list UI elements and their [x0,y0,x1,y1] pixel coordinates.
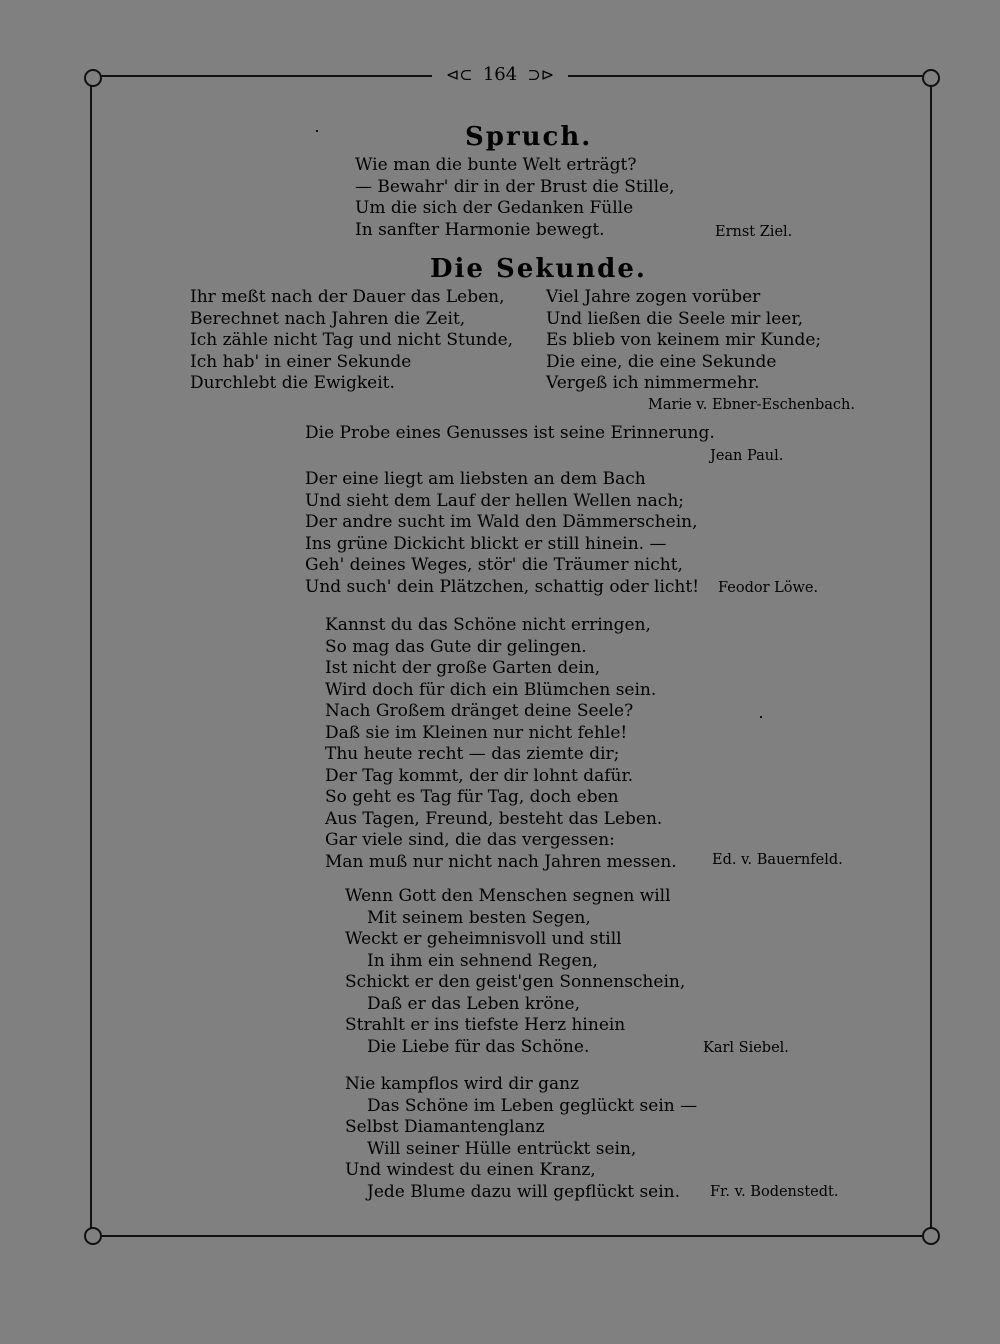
page-number: 164 [482,64,518,85]
author-spruch: Ernst Ziel. [715,224,793,240]
poem-line: Der eine liegt am liebsten an dem Bach [305,469,646,489]
poem-line: Und such' dein Plätzchen, schattig oder licht! [305,576,700,597]
poem-line: Es blieb von keinem mir Kunde; [546,330,822,350]
poem-line: Vergeß ich nimmermehr. [546,373,760,393]
poem-line: Berechnet nach Jahren die Zeit, [190,308,466,329]
scan-speck [316,130,318,132]
poem-line: Wie man die bunte Welt erträgt? [355,155,637,175]
poem-line: Jede Blume dazu will gepflückt sein. [367,1181,681,1202]
poem-title-spruch: Spruch. [465,122,593,152]
poem-spruch [355,155,674,241]
author-kampflos: Fr. v. Bodenstedt. [710,1184,839,1200]
frame-corner-ornament [84,1227,102,1245]
poem-line: Durchlebt die Ewigkeit. [190,373,395,393]
poem-line: Nach Großem dränget deine Seele? [325,701,634,721]
author-probe: Jean Paul. [710,448,784,464]
poem-line: Weckt er geheimnisvoll und still [345,929,622,949]
author-sekunde: Marie v. Ebner-Eschenbach. [648,397,855,413]
author-bach: Feodor Löwe. [718,580,819,596]
poem-kampflos [345,1074,697,1203]
poem-line: Kannst du das Schöne nicht erringen, [325,615,651,635]
poem-line: Schickt er den geist'gen Sonnenschein, [345,972,686,992]
poem-line: So geht es Tag für Tag, doch eben [325,787,619,807]
poem-line: Der Tag kommt, der dir lohnt dafür. [325,765,634,786]
quote-probe: Die Probe eines Genusses ist seine Erinnerung. [305,423,715,443]
poem-title-sekunde: Die Sekunde. [430,254,647,284]
frame-corner-ornament [922,1227,940,1245]
poem-line: Die Liebe für das Schöne. [367,1036,590,1057]
poem-line: Viel Jahre zogen vorüber [546,287,761,307]
poem-line: Wird doch für dich ein Blümchen sein. [325,679,657,700]
poem-schoene [325,615,677,873]
poem-line: Thu heute recht — das ziemte dir; [325,744,620,764]
left-scroll-ornament-icon: ⊲⊂ [445,65,483,84]
poem-sekunde-left [190,287,513,395]
poem-line: Wenn Gott den Menschen segnen will [345,886,671,906]
poem-line: Daß er das Leben kröne, [367,993,580,1014]
poem-sekunde-right [546,287,821,395]
poem-line: Nie kampflos wird dir ganz [345,1074,580,1094]
poem-line: Ins grüne Dickicht blickt er still hinein. — [305,533,667,554]
scan-speck [760,716,762,718]
poem-line: Ihr meßt nach der Dauer das Leben, [190,287,505,307]
poem-line: Das Schöne im Leben geglückt sein — [367,1095,698,1116]
poem-line: Und ließen die Seele mir leer, [546,308,804,329]
poem-line: In ihm ein sehnend Regen, [367,950,598,971]
poem-line: Ist nicht der große Garten dein, [325,658,601,678]
poem-line: Um die sich der Gedanken Fülle [355,198,634,218]
page-number-block [432,62,568,88]
author-segnen: Karl Siebel. [703,1040,789,1056]
poem-line: Gar viele sind, die das vergessen: [325,830,615,850]
poem-line: Mit seinem besten Segen, [367,907,591,928]
poem-line: — Bewahr' dir in der Brust die Stille, [355,176,675,197]
poem-line: Aus Tagen, Freund, besteht das Leben. [325,808,663,829]
right-scroll-ornament-icon: ⊃⊳ [517,65,555,84]
poem-line: Will seiner Hülle entrückt sein, [367,1138,637,1159]
poem-line: Strahlt er ins tiefste Herz hinein [345,1015,626,1035]
poem-line: Und windest du einen Kranz, [345,1160,596,1180]
poem-line: Die eine, die eine Sekunde [546,351,777,372]
poem-line: Daß sie im Kleinen nur nicht fehle! [325,722,628,743]
poem-line: Man muß nur nicht nach Jahren messen. [325,851,677,872]
author-schoene: Ed. v. Bauernfeld. [712,852,843,868]
poem-line: Geh' deines Weges, stör' die Träumer nicht, [305,555,683,575]
poem-line: Und sieht dem Lauf der hellen Wellen nach; [305,490,684,511]
poem-bach [305,469,699,598]
poem-line: Ich hab' in einer Sekunde [190,351,412,372]
poem-line: So mag das Gute dir gelingen. [325,636,587,657]
page-header [0,62,1000,88]
poem-line: Der andre sucht im Wald den Dämmerschein, [305,512,698,532]
poem-segnen [345,886,685,1058]
poem-line: In sanfter Harmonie bewegt. [355,219,605,240]
poem-line: Selbst Diamantenglanz [345,1117,545,1137]
poem-line: Ich zähle nicht Tag und nicht Stunde, [190,330,514,350]
